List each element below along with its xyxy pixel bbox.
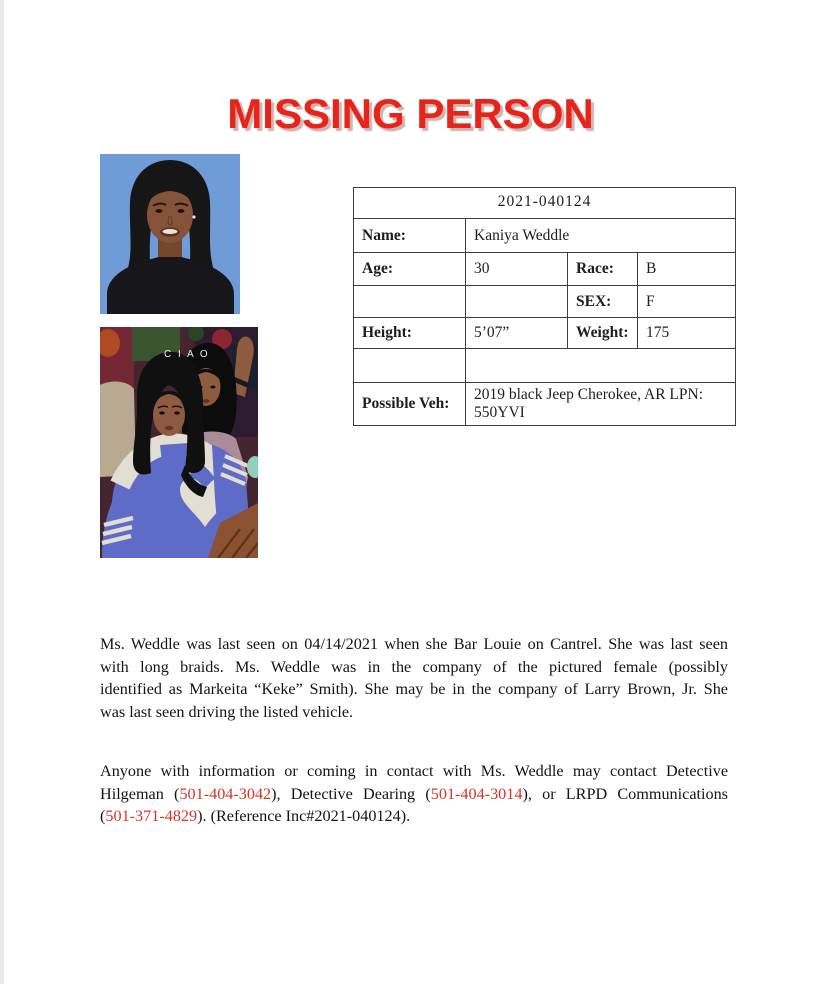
phone-number: 501-371-4829 (105, 807, 198, 826)
contact-text: ), or LRPD Communications (522, 784, 728, 803)
age-label: Age: (354, 253, 466, 286)
case-number: 2021-040124 (354, 188, 736, 219)
name-value: Kaniya Weddle (466, 219, 736, 253)
paragraph-line: with long braids. Ms. Weddle was in the company of the pictured female (possibly (100, 657, 728, 676)
table-row (354, 286, 736, 318)
phone-number: 501-404-3014 (430, 784, 523, 803)
table-row (354, 383, 736, 426)
race-label: Race: (568, 253, 638, 286)
table-row (354, 349, 736, 383)
contact-text: ( (100, 807, 106, 826)
paragraph-line (100, 805, 728, 828)
page-title: MISSING PERSON (227, 90, 594, 138)
contact-paragraph (100, 760, 728, 828)
paragraph-line: Ms. Weddle was last seen on 04/14/2021 when she Bar Louie on Cantrel. She was last seen (100, 635, 728, 653)
contact-text: Hilgeman ( (100, 784, 180, 803)
sex-label: SEX: (568, 286, 638, 318)
vehicle-label: Possible Veh: (354, 383, 466, 426)
paragraph-line (100, 760, 728, 783)
height-value: 5’07” (466, 318, 568, 349)
table-row (354, 318, 736, 349)
contact-text: Anyone with information or coming in contact with Ms. Weddle may contact Detective (100, 762, 728, 780)
empty-cell (354, 349, 466, 383)
table-row (354, 219, 736, 253)
vehicle-value: 2019 black Jeep Cherokee, AR LPN: 550YVI (466, 383, 736, 426)
portrait-photo (100, 154, 240, 314)
paragraph-line: identified as Markeita “Keke” Smith). She may be in the company of Larry Brown, Jr. She (100, 680, 728, 699)
name-label: Name: (354, 219, 466, 253)
empty-cell (354, 286, 466, 318)
weight-label: Weight: (568, 318, 638, 349)
paragraph-line (100, 783, 728, 806)
description-paragraph (100, 633, 728, 723)
contact-text: ). (Reference Inc#2021-040124). (197, 807, 411, 826)
sex-value: F (638, 286, 736, 318)
page-edge-shading (0, 0, 4, 984)
group-photo (100, 327, 258, 558)
race-value: B (638, 253, 736, 286)
paragraph-line: was last seen driving the listed vehicle. (100, 702, 354, 721)
height-label: Height: (354, 318, 466, 349)
table-row (354, 253, 736, 286)
weight-value: 175 (638, 318, 736, 349)
age-value: 30 (466, 253, 568, 286)
contact-text: ), Detective Dearing ( (271, 784, 431, 803)
empty-cell (466, 286, 568, 318)
empty-cell (466, 349, 736, 383)
phone-number: 501-404-3042 (179, 784, 272, 803)
photo-overlay-text: C I A O (164, 349, 210, 360)
case-details-table (353, 187, 736, 426)
table-row (354, 188, 736, 219)
